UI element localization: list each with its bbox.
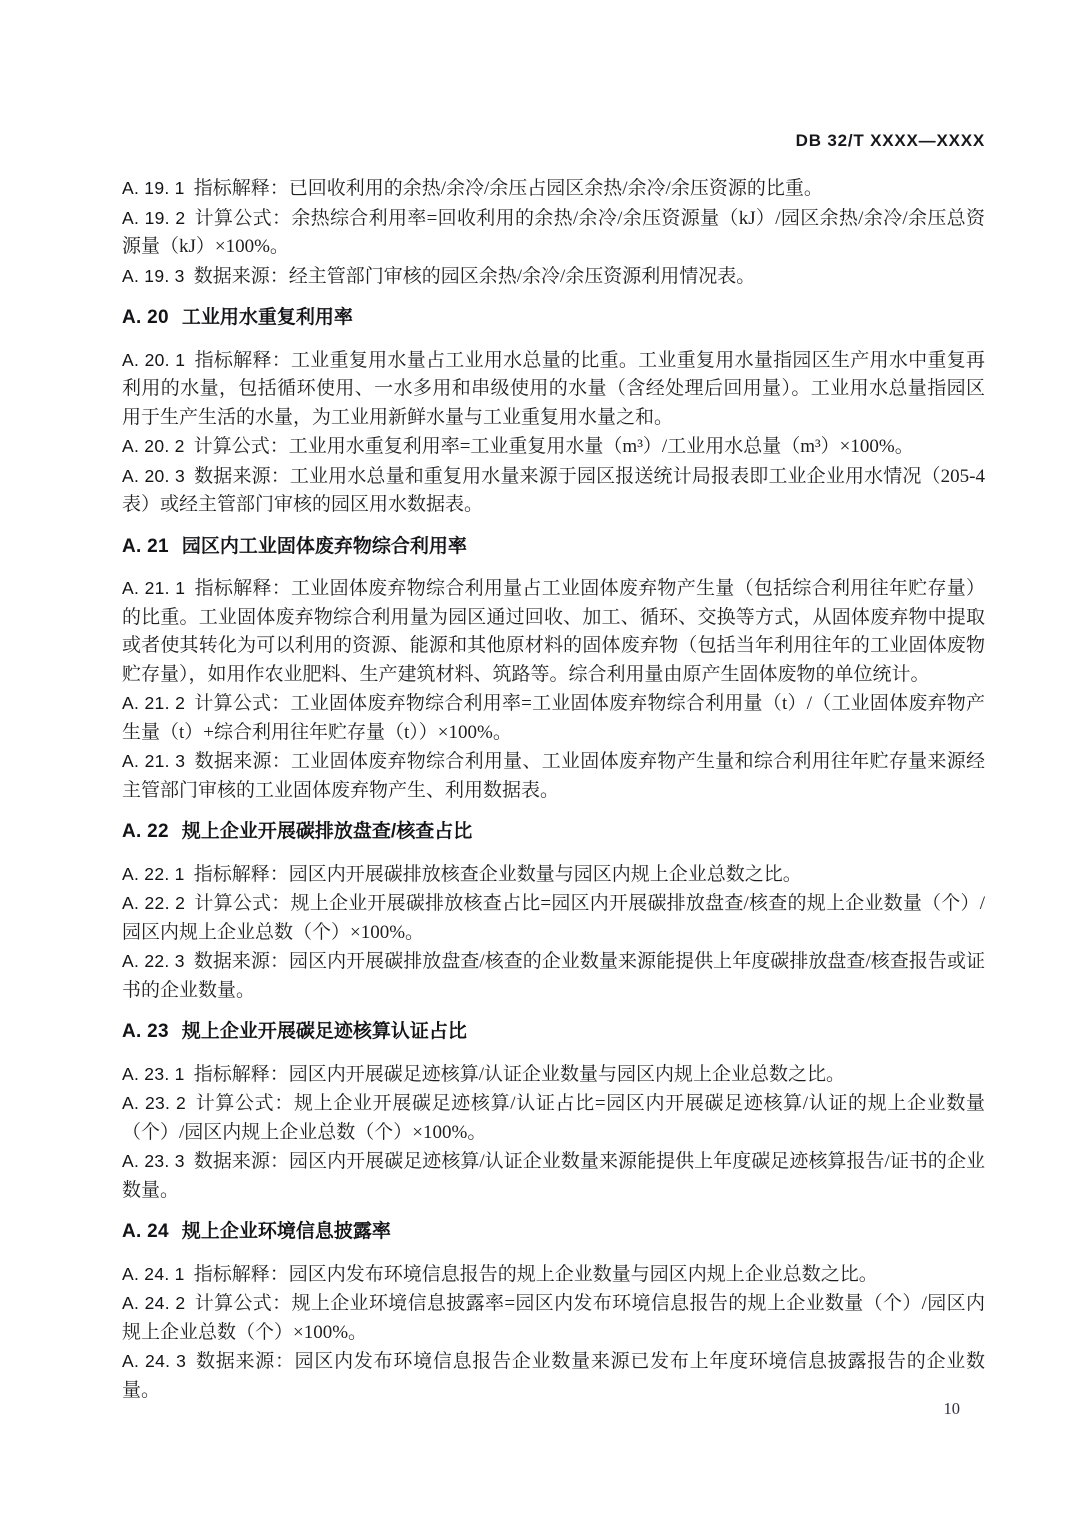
section-heading-a-22 <box>122 818 985 847</box>
document-footer <box>122 1399 960 1419</box>
clause-text: 数据来源：园区内发布环境信息报告企业数量来源已发布上年度环境信息披露报告的企业数量。 <box>122 1351 985 1401</box>
section-number: A. 24 <box>122 1221 169 1242</box>
clause-number: A. 24. 1 <box>122 1263 185 1284</box>
clause-number: A. 19. 3 <box>122 265 185 286</box>
clause-a-21-2 <box>122 689 985 747</box>
section-title: 工业用水重复利用率 <box>181 307 353 328</box>
clause-a-23-2 <box>122 1089 985 1147</box>
clause-text: 计算公式：规上企业开展碳足迹核算/认证占比=园区内开展碳足迹核算/认证的规上企业数量（个）/园区内规上企业总数（个）×100%。 <box>122 1093 986 1143</box>
clause-number: A. 22. 2 <box>122 893 186 913</box>
clause-a-24-2 <box>122 1289 985 1347</box>
section-title: 规上企业开展碳排放盘查/核查占比 <box>181 821 473 842</box>
clause-number: A. 19. 1 <box>122 178 185 198</box>
clause-text: 指标解释：园区内开展碳足迹核算/认证企业数量与园区内规上企业总数之比。 <box>193 1063 845 1085</box>
clause-a-22-3 <box>122 947 985 1005</box>
section-title: 园区内工业固体废弃物综合利用率 <box>181 535 467 557</box>
clause-number: A. 24. 2 <box>122 1293 186 1313</box>
clause-number: A. 24. 3 <box>122 1351 187 1371</box>
section-heading-a-20 <box>122 304 985 333</box>
clause-number: A. 23. 1 <box>122 1063 185 1084</box>
clause-number: A. 20. 2 <box>122 436 185 456</box>
section-heading-a-23 <box>122 1018 985 1047</box>
section-title: 规上企业环境信息披露率 <box>181 1221 391 1242</box>
section-number: A. 23 <box>122 1021 169 1042</box>
clause-a-22-1 <box>122 860 985 890</box>
clause-a-21-1 <box>122 574 985 689</box>
clause-text: 指标解释：工业重复用水量占工业用水总量的比重。工业重复用水量指园区生产用水中重复再利用的水量，包括循环使用、一水多用和串级使用的水量（含经处理后回用量）。工业用水总量指园区用于生产生活的水量，为工业用新鲜水量与工业重复用水量之和。 <box>122 349 985 428</box>
clause-text: 计算公式：工业固体废弃物综合利用率=工业固体废弃物综合利用量（t）/（工业固体废弃物产生量（t）+综合利用往年贮存量（t））×100%。 <box>122 693 986 743</box>
clause-a-20-1 <box>122 346 985 433</box>
clause-text: 指标解释：园区内发布环境信息报告的规上企业数量与园区内规上企业总数之比。 <box>193 1263 878 1285</box>
clause-text: 数据来源：园区内开展碳排放盘查/核查的企业数量来源能提供上年度碳排放盘查/核查报告或证书的企业数量。 <box>122 951 985 1001</box>
clause-a-20-2 <box>122 432 985 462</box>
clause-a-24-1 <box>122 1260 985 1290</box>
section-heading-a-21 <box>122 533 985 562</box>
clause-a-19-1 <box>122 174 985 204</box>
section-title: 规上企业开展碳足迹核算认证占比 <box>181 1021 467 1042</box>
section-number: A. 22 <box>122 821 169 842</box>
section-heading-a-24 <box>122 1218 985 1247</box>
clause-text: 数据来源：经主管部门审核的园区余热/余冷/余压资源利用情况表。 <box>193 265 756 287</box>
clause-number: A. 21. 1 <box>122 578 186 598</box>
clause-text: 指标解释：工业固体废弃物综合利用量占工业固体废弃物产生量（包括综合利用往年贮存量）的比重。工业固体废弃物综合利用量为园区通过回收、加工、循环、交换等方式，从固体废弃物中提取或者使其转化为可以利用的资源、能源和其他原材料的固体废弃物（包括当年利用往年的工业固体废物贮存量），如用作农业肥料、生产建筑材料、筑路等。综合利用量由原产生固体废物的单位统计。 <box>122 578 985 685</box>
clause-number: A. 21. 3 <box>122 751 186 771</box>
clause-number: A. 23. 3 <box>122 1151 185 1171</box>
clause-text: 数据来源：工业固体废弃物综合利用量、工业固体废弃物产生量和综合利用往年贮存量来源经主管部门审核的工业固体废弃物产生、利用数据表。 <box>122 751 985 801</box>
clause-a-22-2 <box>122 889 985 947</box>
clause-number: A. 22. 1 <box>122 863 185 884</box>
clause-number: A. 19. 2 <box>122 207 186 228</box>
clause-number: A. 20. 3 <box>122 465 186 486</box>
clause-a-21-3 <box>122 747 985 805</box>
clause-a-23-3 <box>122 1147 985 1205</box>
clause-number: A. 22. 3 <box>122 951 185 971</box>
clause-a-19-2 <box>122 204 985 262</box>
clause-text: 数据来源：园区内开展碳足迹核算/认证企业数量来源能提供上年度碳足迹核算报告/证书的企业数量。 <box>122 1151 985 1201</box>
clause-text: 计算公式：规上企业开展碳排放核查占比=园区内开展碳排放盘查/核查的规上企业数量（个）/园区内规上企业总数（个）×100%。 <box>122 893 986 943</box>
clause-text: 计算公式：工业用水重复利用率=工业重复用水量（m³）/工业用水总量（m³）×100%。 <box>193 436 914 457</box>
clause-text: 指标解释：园区内开展碳排放核查企业数量与园区内规上企业总数之比。 <box>193 863 802 885</box>
clause-a-19-3 <box>122 262 985 292</box>
document-header <box>122 131 985 151</box>
clause-text: 计算公式：规上企业环境信息披露率=园区内发布环境信息报告的规上企业数量（个）/园区内规上企业总数（个）×100%。 <box>122 1293 986 1343</box>
clause-a-20-3 <box>122 462 985 520</box>
clause-number: A. 23. 2 <box>122 1093 187 1113</box>
document-body <box>122 174 985 1405</box>
clause-text: 数据来源：工业用水总量和重复用水量来源于园区报送统计局报表即工业企业用水情况（205-4表）或经主管部门审核的园区用水数据表。 <box>122 465 985 515</box>
clause-a-23-1 <box>122 1060 985 1090</box>
clause-number: A. 20. 1 <box>122 349 186 370</box>
standard-number: DB 32/T XXXX—XXXX <box>795 131 985 150</box>
clause-number: A. 21. 2 <box>122 693 186 713</box>
clause-a-24-3 <box>122 1347 985 1405</box>
section-number: A. 20 <box>122 307 169 328</box>
section-number: A. 21 <box>122 535 169 557</box>
clause-text: 指标解释：已回收利用的余热/余冷/余压占园区余热/余冷/余压资源的比重。 <box>193 178 823 199</box>
page-number: 10 <box>943 1399 960 1418</box>
clause-text: 计算公式：余热综合利用率=回收利用的余热/余冷/余压资源量（kJ）/园区余热/余冷/余压总资源量（kJ）×100%。 <box>122 207 985 257</box>
